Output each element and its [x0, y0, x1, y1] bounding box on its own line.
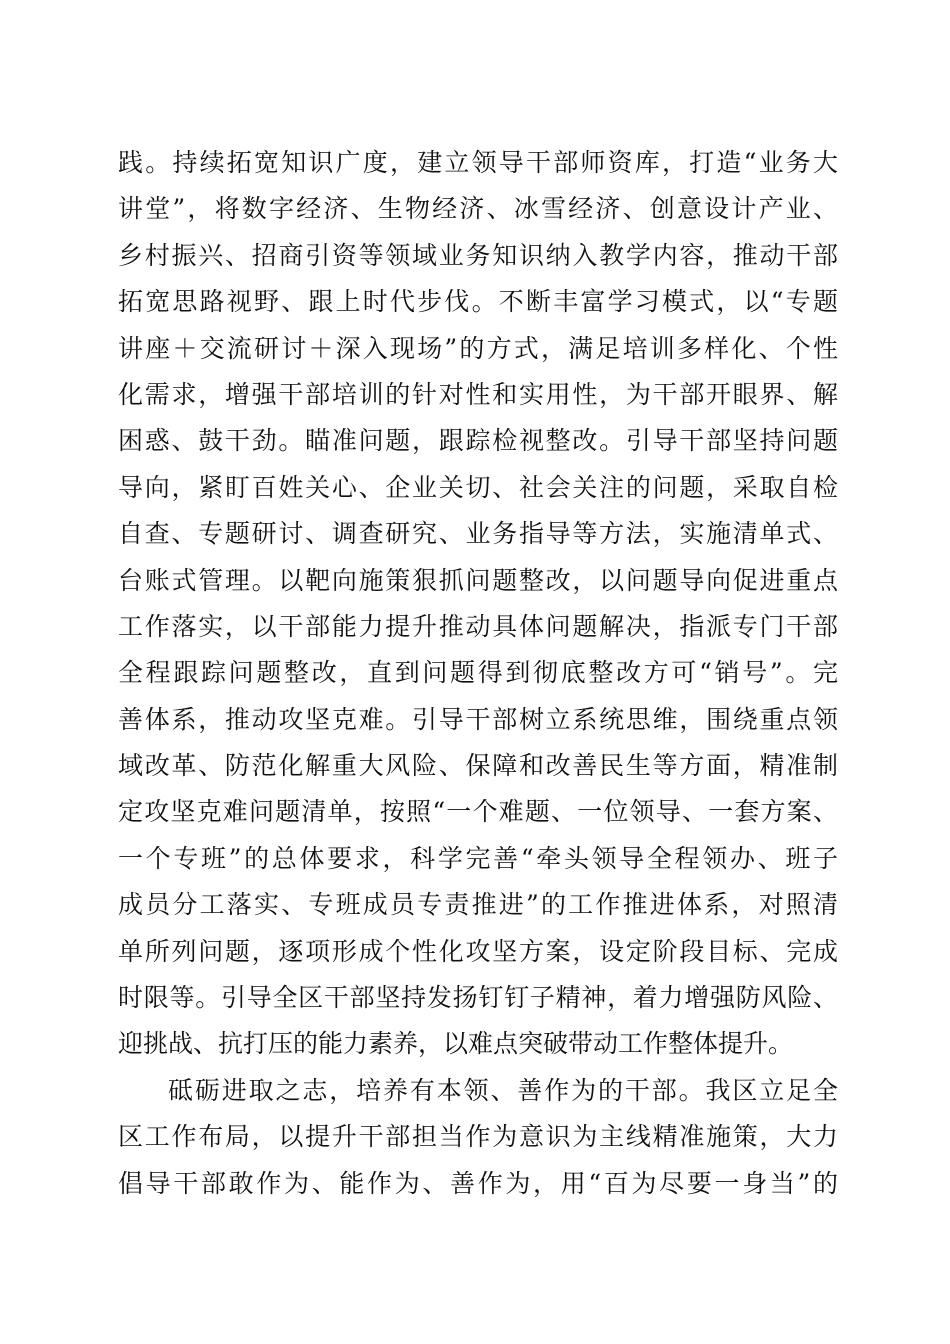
text-line: 全程跟踪问题整改，直到问题得到彻底整改方可“销号”。完	[118, 658, 838, 688]
text-line: 乡村振兴、招商引资等领域业务知识纳入教学内容，推动干部	[118, 240, 838, 270]
text-line: 讲堂”，将数字经济、生物经济、冰雪经济、创意设计产业、	[118, 194, 838, 224]
paragraph-first-line: 砥砺进取之志，培养有本领、善作为的干部。我区立足全	[168, 1075, 838, 1105]
text-line: 化需求，增强干部培训的针对性和实用性，为干部开眼界、解	[118, 379, 838, 409]
text-line: 工作落实，以干部能力提升推动具体问题解决，指派专门干部	[118, 611, 838, 641]
text-line: 导向，紧盯百姓关心、企业关切、社会关注的问题，采取自检	[118, 472, 838, 502]
text-line: 善体系，推动攻坚克难。引导干部树立系统思维，围绕重点领	[118, 704, 838, 734]
paragraph-end-line: 迎挑战、抗打压的能力素养，以难点突破带动工作整体提升。	[118, 1029, 794, 1059]
text-line: 倡导干部敢作为、能作为、善作为，用“百为尽要一身当”的	[118, 1168, 838, 1198]
text-line: 时限等。引导全区干部坚持发扬钉钉子精神，着力增强防风险、	[118, 983, 838, 1013]
text-line: 自查、专题研讨、调查研究、业务指导等方法，实施清单式、	[118, 519, 838, 549]
text-line: 域改革、防范化解重大风险、保障和改善民生等方面，精准制	[118, 751, 838, 781]
text-line: 践。持续拓宽知识广度，建立领导干部师资库，打造“业务大	[118, 148, 838, 177]
text-line: 困惑、鼓干劲。瞄准问题，跟踪检视整改。引导干部坚持问题	[118, 426, 838, 456]
text-line: 拓宽思路视野、跟上时代步伐。不断丰富学习模式，以“专题	[118, 287, 838, 317]
text-line: 一个专班”的总体要求，科学完善“牵头领导全程领办、班子	[118, 843, 838, 873]
text-line: 定攻坚克难问题清单，按照“一个难题、一位领导、一套方案、	[118, 797, 838, 827]
text-line: 台账式管理。以靶向施策狠抓问题整改，以问题导向促进重点	[118, 565, 838, 595]
body-text	[118, 140, 838, 1207]
text-line: 成员分工落实、专班成员专责推进”的工作推进体系，对照清	[118, 890, 838, 920]
text-line: 区工作布局，以提升干部担当作为意识为主线精准施策，大力	[118, 1122, 838, 1152]
text-line: 单所列问题，逐项形成个性化攻坚方案，设定阶段目标、完成	[118, 936, 838, 966]
text-line: 讲座＋交流研讨＋深入现场”的方式，满足培训多样化、个性	[118, 333, 838, 363]
